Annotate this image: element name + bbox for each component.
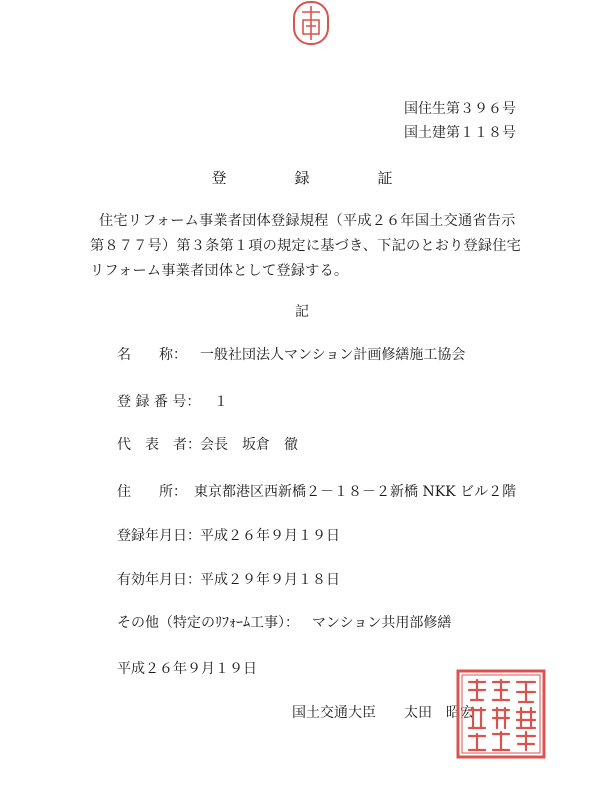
official-seal-stamp xyxy=(455,668,547,760)
registration-number-1: 国住生第３９６号 xyxy=(404,101,516,117)
title-char: 証 xyxy=(377,169,393,187)
document-title xyxy=(0,169,604,187)
field-value-address: 東京都港区西新橋２－１８－２新橋 NKK ビル２階 xyxy=(194,484,517,500)
ki-heading: 記 xyxy=(295,304,309,320)
field-label-address: 住 所： xyxy=(117,484,187,500)
registration-number-2: 国土建第１１８号 xyxy=(404,125,516,141)
field-value-other: マンション共用部修繕 xyxy=(312,615,452,631)
field-label-valid-date: 有効年月日： xyxy=(117,572,201,588)
issue-date: 平成２６年９月１９日 xyxy=(117,661,257,677)
title-char: 登 xyxy=(211,169,227,187)
field-value-reg-number: １ xyxy=(200,394,228,410)
field-label-name: 名 称： xyxy=(117,347,187,363)
body-line-3: リフォーム事業者団体として登録する。 xyxy=(90,263,349,279)
title-char: 録 xyxy=(294,169,310,187)
field-value-name: 一般社団法人マンション計画修繕施工協会 xyxy=(200,347,466,363)
field-label-reg-date: 登録年月日： xyxy=(117,528,201,544)
field-value-reg-date: 平成２６年９月１９日 xyxy=(200,528,340,544)
field-label-other: その他（特定のﾘﾌｫｰﾑ工事）： xyxy=(117,615,299,631)
body-line-1: 住宅リフォーム事業者団体登録規程（平成２６年国土交通省告示 xyxy=(99,213,516,229)
top-seal-stamp xyxy=(291,0,331,48)
field-value-representative: 会長 坂倉 徹 xyxy=(200,437,298,453)
signatory: 国土交通大臣 太田 昭宏 xyxy=(292,705,474,721)
field-value-valid-date: 平成２９年９月１８日 xyxy=(200,572,340,588)
field-label-reg-number: 登 録 番 号： xyxy=(117,394,201,410)
body-line-2: 第８７７号）第３条第１項の規定に基づき、下記のとおり登録住宅 xyxy=(90,238,522,254)
field-label-representative: 代 表 者： xyxy=(117,437,201,453)
